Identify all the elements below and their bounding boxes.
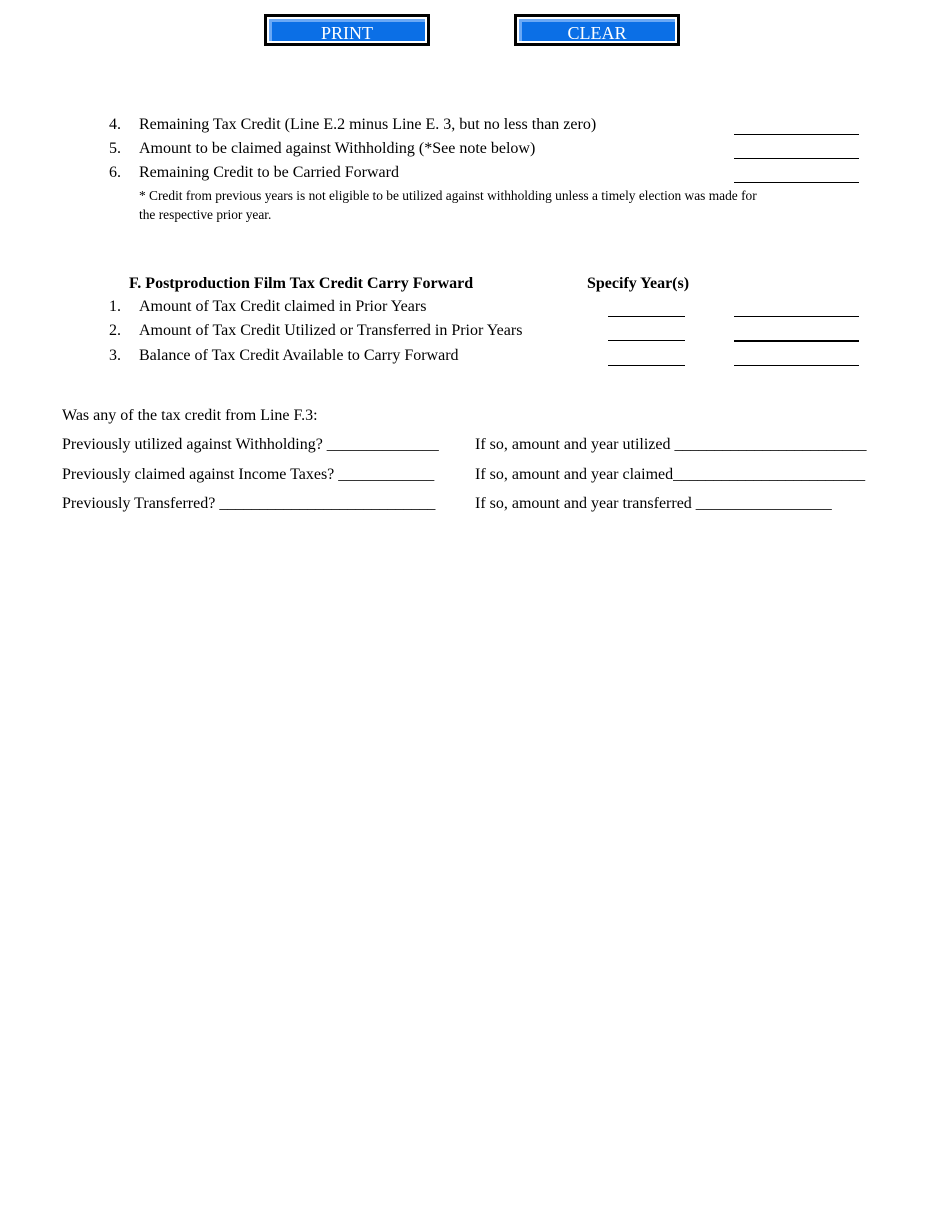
line-e5-number: 5. xyxy=(109,140,121,157)
line-e4-amount-field[interactable] xyxy=(734,134,859,135)
line-e5-label: Amount to be claimed against Withholding (*See note below) xyxy=(139,140,536,157)
questions-intro: Was any of the tax credit from Line F.3: xyxy=(62,407,318,424)
line-f3-label: Balance of Tax Credit Available to Carry Forward xyxy=(139,347,459,364)
print-button[interactable]: PRINT xyxy=(264,14,430,46)
withholding-note-line-1: * Credit from previous years is not eligible to be utilized against withholding unless a timely election was made for xyxy=(139,188,757,203)
transferred-followup[interactable]: If so, amount and year transferred _________________ xyxy=(475,495,832,512)
transferred-question[interactable]: Previously Transferred? ___________________________ xyxy=(62,495,436,512)
line-f3-number: 3. xyxy=(109,347,121,364)
line-e4-number: 4. xyxy=(109,116,121,133)
withholding-followup[interactable]: If so, amount and year utilized ________________________ xyxy=(475,436,867,453)
section-f-title: F. Postproduction Film Tax Credit Carry Forward xyxy=(129,275,474,292)
line-f2-year-field[interactable] xyxy=(608,340,685,341)
line-f2-amount-field[interactable] xyxy=(734,340,859,342)
line-e6-number: 6. xyxy=(109,164,121,181)
line-f3-amount-field[interactable] xyxy=(734,365,859,366)
line-f2-number: 2. xyxy=(109,322,121,339)
line-f1-year-field[interactable] xyxy=(608,316,685,317)
withholding-question[interactable]: Previously utilized against Withholding? ______________ xyxy=(62,436,439,453)
income-taxes-followup[interactable]: If so, amount and year claimed________________________ xyxy=(475,466,866,483)
line-e4-label: Remaining Tax Credit (Line E.2 minus Line E. 3, but no less than zero) xyxy=(139,116,597,133)
line-f3-year-field[interactable] xyxy=(608,365,685,366)
line-f1-number: 1. xyxy=(109,298,121,315)
line-f1-amount-field[interactable] xyxy=(734,316,859,317)
line-f1-label: Amount of Tax Credit claimed in Prior Years xyxy=(139,298,427,315)
withholding-note-line-2: the respective prior year. xyxy=(139,207,272,222)
line-e6-amount-field[interactable] xyxy=(734,182,859,183)
line-f2-label: Amount of Tax Credit Utilized or Transferred in Prior Years xyxy=(139,322,523,339)
clear-button[interactable]: CLEAR xyxy=(514,14,680,46)
income-taxes-question[interactable]: Previously claimed against Income Taxes? ____________ xyxy=(62,466,435,483)
line-e5-amount-field[interactable] xyxy=(734,158,859,159)
line-e6-label: Remaining Credit to be Carried Forward xyxy=(139,164,399,181)
specify-years-header: Specify Year(s) xyxy=(587,275,690,292)
